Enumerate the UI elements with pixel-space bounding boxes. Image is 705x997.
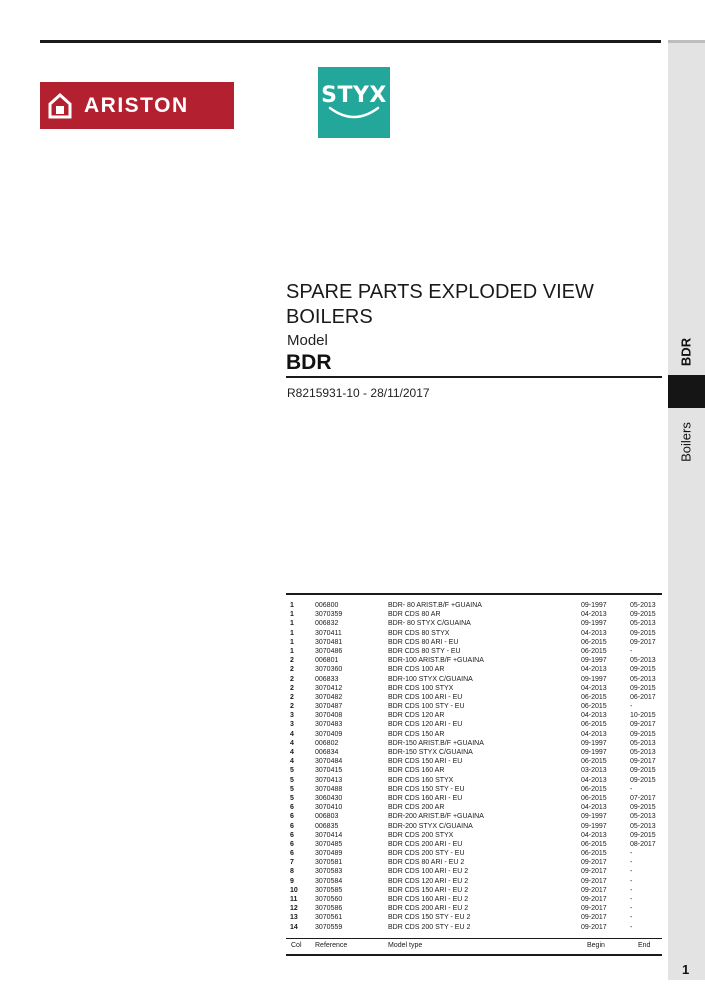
cell-end: 05-2013 — [630, 739, 656, 747]
cell-begin: 09-1997 — [581, 602, 607, 609]
table-bottom-rule — [286, 954, 662, 956]
cell-col: 2 — [290, 675, 294, 683]
table-row — [290, 776, 662, 785]
cell-end: - — [630, 896, 633, 903]
cell-model-type: BDR CDS 100 STY - EU — [388, 703, 465, 711]
cell-reference: 3070409 — [315, 730, 343, 738]
cell-model-type: BDR CDS 80 AR — [388, 611, 441, 619]
cell-model-type: BDR- 80 STYX C/GUAINA — [388, 620, 471, 628]
cell-reference: 3070481 — [315, 638, 343, 646]
cell-col: 6 — [290, 804, 294, 812]
cell-col: 8 — [290, 868, 294, 876]
cell-end: 09-2015 — [630, 730, 656, 738]
table-row — [290, 730, 662, 739]
cell-model-type: BDR CDS 100 STYX — [388, 684, 454, 692]
page-title: SPARE PARTS EXPLODED VIEW — [286, 281, 594, 303]
cell-end: 09-2015 — [630, 629, 656, 637]
cell-begin: 09-2017 — [581, 877, 607, 885]
cell-col: 1 — [290, 629, 294, 637]
cell-end: - — [630, 850, 633, 858]
cell-begin: 09-1997 — [581, 749, 607, 756]
table-row — [290, 601, 662, 610]
cell-col: 3 — [290, 721, 294, 729]
cell-col: 5 — [290, 785, 294, 793]
cell-reference: 3070411 — [315, 629, 342, 637]
side-strip — [668, 40, 705, 980]
cell-reference: 006803 — [315, 813, 339, 821]
cell-col: 9 — [290, 877, 294, 885]
cell-reference: 3070485 — [315, 840, 343, 848]
side-label-section-name: Boilers — [678, 422, 694, 462]
cell-begin: 06-2015 — [581, 693, 607, 701]
cell-end: 10-2015 — [630, 712, 656, 720]
header-end: End — [638, 942, 651, 949]
cell-model-type: BDR CDS 100 ARI - EU 2 — [388, 868, 469, 876]
cell-model-type: BDR CDS 150 STY - EU — [388, 785, 465, 793]
table-row — [290, 904, 662, 913]
table-row — [290, 812, 662, 821]
ariston-logo — [40, 82, 234, 129]
cell-col: 6 — [290, 840, 294, 848]
table-row — [290, 665, 662, 674]
table-row — [290, 858, 662, 867]
cell-begin: 04-2013 — [581, 712, 607, 720]
cell-model-type: BDR CDS 100 ARI - EU — [388, 693, 463, 701]
cell-end: - — [630, 647, 633, 655]
cell-reference: 006800 — [315, 602, 339, 609]
cell-col: 6 — [290, 850, 294, 858]
table-row — [290, 877, 662, 886]
table-header-rule — [286, 938, 662, 939]
cell-reference: 006801 — [315, 657, 339, 665]
cell-col: 7 — [290, 859, 294, 867]
cell-col: 6 — [290, 822, 294, 830]
cell-model-type: BDR CDS 160 ARI - EU — [388, 794, 463, 802]
styx-wordmark: STYX — [321, 83, 387, 108]
cell-begin: 04-2013 — [581, 611, 607, 619]
cell-begin: 06-2015 — [581, 758, 607, 766]
parts-table — [290, 601, 662, 932]
cell-reference: 006834 — [315, 749, 339, 756]
cell-begin: 09-2017 — [581, 859, 607, 867]
arc-icon — [326, 104, 382, 124]
cell-model-type: BDR-200 ARIST.B/F +GUAINA — [388, 813, 484, 821]
cell-end: 05-2013 — [630, 620, 656, 628]
table-top-rule — [286, 593, 662, 595]
cell-col: 2 — [290, 703, 294, 711]
cell-model-type: BDR CDS 120 ARI - EU 2 — [388, 877, 469, 885]
cell-end: - — [630, 785, 633, 793]
side-section-marker — [668, 375, 705, 408]
table-row — [290, 711, 662, 720]
cell-model-type: BDR CDS 150 STY - EU 2 — [388, 914, 471, 922]
side-strip-top — [668, 40, 705, 43]
table-row — [290, 840, 662, 849]
cell-begin: 09-1997 — [581, 675, 607, 683]
cell-col: 4 — [290, 749, 294, 756]
table-row — [290, 867, 662, 876]
page-number: 1 — [682, 962, 690, 977]
cell-col: 4 — [290, 730, 294, 738]
cell-reference: 3070410 — [315, 804, 343, 812]
cell-model-type: BDR- 80 ARIST.B/F +GUAINA — [388, 602, 482, 609]
header-reference: Reference — [315, 942, 348, 949]
cell-model-type: BDR-150 STYX C/GUAINA — [388, 749, 473, 756]
cell-begin: 09-1997 — [581, 739, 607, 747]
header-begin: Begin — [587, 942, 605, 949]
cell-end: 06-2017 — [630, 693, 656, 701]
cell-reference: 3070585 — [315, 886, 343, 894]
cell-reference: 3070560 — [315, 896, 343, 903]
cell-begin: 04-2013 — [581, 629, 607, 637]
cell-model-type: BDR CDS 200 AR — [388, 804, 445, 812]
cell-begin: 06-2015 — [581, 794, 607, 802]
cell-end: 09-2017 — [630, 638, 656, 646]
cell-col: 2 — [290, 666, 294, 674]
cell-reference: 3070415 — [315, 767, 343, 775]
table-row — [290, 647, 662, 656]
cell-begin: 04-2013 — [581, 831, 607, 839]
cell-col: 2 — [290, 684, 294, 692]
cell-model-type: BDR-100 STYX C/GUAINA — [388, 675, 473, 683]
cell-model-type: BDR CDS 200 STY - EU — [388, 850, 465, 858]
cell-col: 14 — [290, 923, 298, 931]
cell-end: 09-2015 — [630, 776, 656, 784]
cell-end: - — [630, 868, 633, 876]
cell-col: 2 — [290, 693, 294, 701]
document-reference: R8215931-10 - 28/11/2017 — [287, 386, 430, 400]
ariston-wordmark: ARISTON — [84, 93, 189, 117]
cell-end: 09-2015 — [630, 611, 656, 619]
table-row — [290, 638, 662, 647]
cell-end: - — [630, 923, 633, 931]
cell-begin: 04-2013 — [581, 776, 607, 784]
cell-reference: 006835 — [315, 822, 339, 830]
cell-model-type: BDR CDS 200 STYX — [388, 831, 454, 839]
cell-reference: 3070559 — [315, 923, 343, 931]
cell-reference: 3070581 — [315, 859, 343, 867]
cell-begin: 09-2017 — [581, 868, 607, 876]
cell-model-type: BDR CDS 160 ARI - EU 2 — [388, 896, 469, 903]
cell-col: 13 — [290, 914, 298, 922]
cell-col: 4 — [290, 758, 294, 766]
cell-end: 08-2017 — [630, 840, 656, 848]
cell-begin: 09-1997 — [581, 657, 607, 665]
cell-begin: 06-2015 — [581, 647, 607, 655]
cell-col: 5 — [290, 767, 294, 775]
cell-end: 09-2015 — [630, 831, 656, 839]
table-row — [290, 794, 662, 803]
table-row — [290, 748, 662, 757]
table-row — [290, 757, 662, 766]
cell-model-type: BDR CDS 120 ARI - EU — [388, 721, 463, 729]
cell-col: 5 — [290, 794, 294, 802]
table-row — [290, 675, 662, 684]
cell-model-type: BDR-200 STYX C/GUAINA — [388, 822, 473, 830]
table-row — [290, 785, 662, 794]
cell-reference: 006833 — [315, 675, 339, 683]
cell-end: 09-2015 — [630, 666, 656, 674]
table-row — [290, 656, 662, 665]
cell-end: - — [630, 914, 633, 922]
cell-end: 05-2013 — [630, 657, 656, 665]
page-subtitle: BOILERS — [286, 306, 373, 328]
table-row — [290, 720, 662, 729]
table-row — [290, 895, 662, 904]
table-row — [290, 693, 662, 702]
table-row — [290, 766, 662, 775]
cell-begin: 04-2013 — [581, 804, 607, 812]
cell-begin: 09-1997 — [581, 620, 607, 628]
cell-reference: 3070414 — [315, 831, 343, 839]
table-row — [290, 702, 662, 711]
cell-begin: 09-2017 — [581, 923, 607, 931]
cell-end: 05-2013 — [630, 822, 656, 830]
cell-col: 2 — [290, 657, 294, 665]
cell-begin: 03-2013 — [581, 767, 607, 775]
table-row — [290, 629, 662, 638]
cell-model-type: BDR CDS 200 ARI - EU 2 — [388, 905, 469, 913]
cell-model-type: BDR CDS 80 STY - EU — [388, 647, 461, 655]
cell-begin: 06-2015 — [581, 850, 607, 858]
cell-reference: 3070489 — [315, 850, 343, 858]
cell-model-type: BDR CDS 80 ARI - EU 2 — [388, 859, 465, 867]
cell-reference: 3070486 — [315, 647, 343, 655]
cell-begin: 09-2017 — [581, 905, 607, 913]
cell-end: - — [630, 859, 633, 867]
cell-begin: 09-2017 — [581, 886, 607, 894]
cell-model-type: BDR CDS 150 ARI - EU — [388, 758, 463, 766]
cell-col: 6 — [290, 831, 294, 839]
cell-model-type: BDR CDS 150 AR — [388, 730, 445, 738]
cell-col: 12 — [290, 905, 298, 913]
cell-col: 1 — [290, 620, 294, 628]
cell-col: 4 — [290, 739, 294, 747]
cell-reference: 3070413 — [315, 776, 343, 784]
table-row — [290, 822, 662, 831]
cell-reference: 3070359 — [315, 611, 343, 619]
cell-end: 09-2015 — [630, 804, 656, 812]
cell-reference: 3070484 — [315, 758, 343, 766]
cell-reference: 3070561 — [315, 914, 343, 922]
cell-reference: 3070488 — [315, 785, 343, 793]
cell-col: 3 — [290, 712, 294, 720]
cell-reference: 3070583 — [315, 868, 343, 876]
model-value: BDR — [286, 351, 332, 374]
cell-reference: 3070482 — [315, 693, 343, 701]
cell-end: - — [630, 877, 633, 885]
table-row — [290, 923, 662, 932]
cell-begin: 06-2015 — [581, 785, 607, 793]
title-rule — [286, 376, 662, 378]
cell-reference: 006832 — [315, 620, 339, 628]
table-row — [290, 803, 662, 812]
cell-col: 1 — [290, 638, 294, 646]
cell-begin: 09-2017 — [581, 896, 607, 903]
cell-end: - — [630, 905, 633, 913]
cell-reference: 3070412 — [315, 684, 343, 692]
house-icon — [48, 93, 72, 119]
header-col: Col — [291, 942, 302, 949]
cell-begin: 09-1997 — [581, 822, 607, 830]
cell-reference: 3070586 — [315, 905, 343, 913]
cell-begin: 09-1997 — [581, 813, 607, 821]
cell-begin: 09-2017 — [581, 914, 607, 922]
cell-reference: 3070483 — [315, 721, 343, 729]
cell-end: 09-2017 — [630, 721, 656, 729]
cell-model-type: BDR-150 ARIST.B/F +GUAINA — [388, 739, 484, 747]
cell-col: 11 — [290, 896, 298, 903]
cell-begin: 04-2013 — [581, 666, 607, 674]
cell-model-type: BDR CDS 80 ARI - EU — [388, 638, 459, 646]
cell-end: 05-2013 — [630, 602, 656, 609]
cell-reference: 3070408 — [315, 712, 343, 720]
table-row — [290, 684, 662, 693]
cell-col: 10 — [290, 886, 298, 894]
table-row — [290, 610, 662, 619]
side-label-section-code: BDR — [678, 337, 694, 367]
cell-begin: 06-2015 — [581, 638, 607, 646]
cell-begin: 04-2013 — [581, 730, 607, 738]
table-row — [290, 886, 662, 895]
top-rule — [40, 40, 661, 43]
table-row — [290, 849, 662, 858]
cell-end: - — [630, 886, 633, 894]
cell-reference: 3070584 — [315, 877, 343, 885]
cell-col: 1 — [290, 602, 294, 609]
cell-model-type: BDR CDS 160 AR — [388, 767, 445, 775]
cell-model-type: BDR-100 ARIST.B/F +GUAINA — [388, 657, 484, 665]
cell-model-type: BDR CDS 80 STYX — [388, 629, 450, 637]
cell-end: 05-2013 — [630, 813, 656, 821]
cell-end: 05-2013 — [630, 675, 656, 683]
table-row — [290, 739, 662, 748]
table-row — [290, 619, 662, 628]
cell-reference: 3070487 — [315, 703, 343, 711]
cell-reference: 3070360 — [315, 666, 343, 674]
header-model-type: Model type — [388, 942, 423, 949]
cell-model-type: BDR CDS 200 ARI - EU — [388, 840, 463, 848]
cell-end: 09-2017 — [630, 758, 656, 766]
cell-model-type: BDR CDS 100 AR — [388, 666, 445, 674]
cell-end: 09-2015 — [630, 767, 656, 775]
cell-reference: 006802 — [315, 739, 339, 747]
cell-begin: 04-2013 — [581, 684, 607, 692]
cell-model-type: BDR CDS 200 STY - EU 2 — [388, 923, 471, 931]
cell-col: 1 — [290, 611, 294, 619]
cell-end: 07-2017 — [630, 794, 656, 802]
cell-model-type: BDR CDS 160 STYX — [388, 776, 454, 784]
styx-logo — [318, 67, 390, 138]
table-row — [290, 913, 662, 922]
table-header — [290, 942, 662, 952]
cell-col: 5 — [290, 776, 294, 784]
cell-end: 09-2015 — [630, 684, 656, 692]
cell-reference: 3060430 — [315, 794, 343, 802]
cell-end: - — [630, 703, 633, 711]
table-row — [290, 831, 662, 840]
cell-model-type: BDR CDS 150 ARI - EU 2 — [388, 886, 469, 894]
cell-begin: 06-2015 — [581, 721, 607, 729]
cell-end: 05-2013 — [630, 749, 656, 756]
cell-col: 1 — [290, 647, 294, 655]
cell-begin: 06-2015 — [581, 840, 607, 848]
cell-model-type: BDR CDS 120 AR — [388, 712, 445, 720]
cell-col: 6 — [290, 813, 294, 821]
model-label: Model — [287, 332, 328, 349]
cell-begin: 06-2015 — [581, 703, 607, 711]
